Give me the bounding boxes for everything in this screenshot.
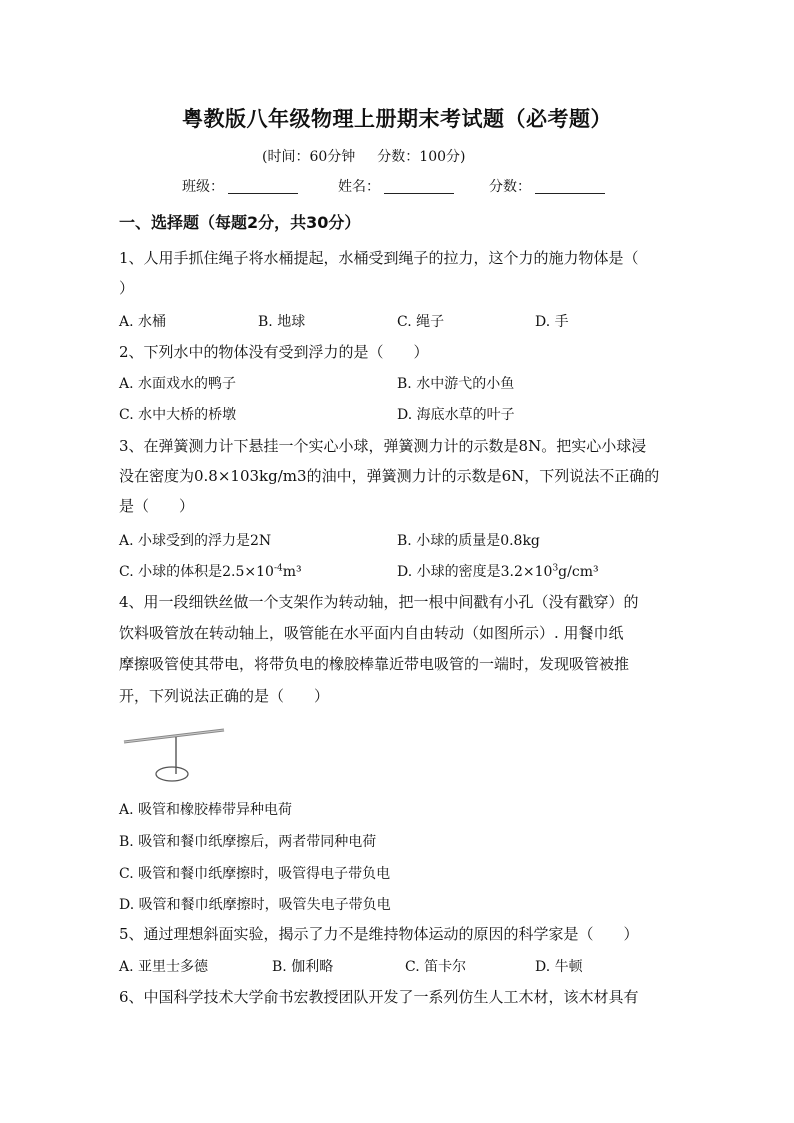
score-blank[interactable]: [535, 179, 605, 194]
q3-option-c[interactable]: [119, 561, 302, 581]
q3-option-a[interactable]: A. 小球受到的浮力是2N: [119, 533, 272, 549]
question-6-text: 6、中国科学技术大学俞书宏教授团队开发了一系列仿生人工木材，该木材具有: [119, 988, 639, 1006]
question-1-text-cont: ）: [119, 279, 135, 297]
q3-option-c-base: C. 小球的体积是2.5×10: [119, 564, 274, 580]
name-blank[interactable]: [384, 179, 454, 194]
straw-pivot-figure: [120, 720, 230, 786]
q5-option-b[interactable]: B. 伽利略: [272, 959, 334, 975]
straw-highlight: [124, 730, 224, 742]
wire-base: [156, 767, 188, 781]
question-4-text-cont1: 饮料吸管放在转动轴上，吸管能在水平面内自由转动（如图所示）. 用餐巾纸: [119, 624, 624, 642]
question-3-text: 3、在弹簧测力计下悬挂一个实心小球，弹簧测力计的示数是8N。把实心小球浸: [119, 437, 647, 455]
question-1-text: 1、人用手抓住绳子将水桶提起，水桶受到绳子的拉力，这个力的施力物体是（: [119, 249, 639, 267]
question-3-text-end: 是（ ）: [119, 497, 195, 515]
q4-option-b[interactable]: B. 吸管和餐巾纸摩擦后，两者带同种电荷: [119, 834, 377, 850]
class-blank[interactable]: [228, 179, 298, 194]
question-4-text-cont2: 摩擦吸管使其带电，将带负电的橡胶棒靠近带电吸管的一端时，发现吸管被推: [119, 655, 630, 673]
q3-option-c-exponent: -4: [273, 563, 283, 574]
q1-option-d[interactable]: D. 手: [535, 314, 569, 330]
section-heading: 一、选择题（每题2分，共30分）: [119, 213, 361, 232]
q1-option-c[interactable]: C. 绳子: [397, 314, 445, 330]
q3-option-d[interactable]: [397, 561, 599, 581]
exam-time: (时间：60分钟: [262, 149, 356, 165]
q2-option-d[interactable]: D. 海底水草的叶子: [397, 407, 515, 423]
exam-meta: [262, 146, 487, 166]
q2-option-a[interactable]: A. 水面戏水的鸭子: [119, 376, 237, 392]
q3-option-c-unit: m³: [282, 564, 302, 580]
q2-option-b[interactable]: B. 水中游弋的小鱼: [397, 376, 515, 392]
q5-option-d[interactable]: D. 牛顿: [535, 959, 583, 975]
name-label: 姓名：: [338, 179, 380, 195]
q2-option-c[interactable]: C. 水中大桥的桥墩: [119, 407, 237, 423]
q3-option-d-exponent: 3: [552, 563, 559, 574]
question-4-text: 4、用一段细铁丝做一个支架作为转动轴，把一根中间戳有小孔（没有戳穿）的: [119, 593, 639, 611]
exam-score: 分数：100分): [377, 149, 466, 165]
question-5-text: 5、通过理想斜面实验，揭示了力不是维持物体运动的原因的科学家是（ ）: [119, 925, 639, 943]
page-title: 粤教版八年级物理上册期末考试题（必考题）: [182, 107, 612, 131]
question-4-text-end: 开，下列说法正确的是（ ）: [119, 687, 330, 705]
q4-option-d[interactable]: D. 吸管和餐巾纸摩擦时，吸管失电子带负电: [119, 897, 391, 913]
q4-option-c[interactable]: C. 吸管和餐巾纸摩擦时，吸管得电子带负电: [119, 866, 391, 882]
score-label: 分数：: [489, 179, 531, 195]
q1-option-b[interactable]: B. 地球: [258, 314, 306, 330]
q5-option-c[interactable]: C. 笛卡尔: [405, 959, 467, 975]
class-field: [182, 176, 298, 196]
q3-option-d-base: D. 小球的密度是3.2×10: [397, 564, 553, 580]
q1-option-a[interactable]: A. 水桶: [119, 314, 167, 330]
name-field: [338, 176, 454, 196]
q4-option-a[interactable]: A. 吸管和橡胶棒带异种电荷: [119, 802, 293, 818]
q3-option-d-unit: g/cm³: [558, 564, 599, 580]
class-label: 班级：: [182, 179, 224, 195]
q5-option-a[interactable]: A. 亚里士多德: [119, 959, 209, 975]
score-field: [489, 176, 605, 196]
question-3-text-cont: 没在密度为0.8×103kg/m3的油中，弹簧测力计的示数是6N，下列说法不正确的: [119, 467, 660, 485]
q3-option-b[interactable]: B. 小球的质量是0.8kg: [397, 533, 540, 549]
question-2-text: 2、下列水中的物体没有受到浮力的是（ ）: [119, 343, 429, 361]
